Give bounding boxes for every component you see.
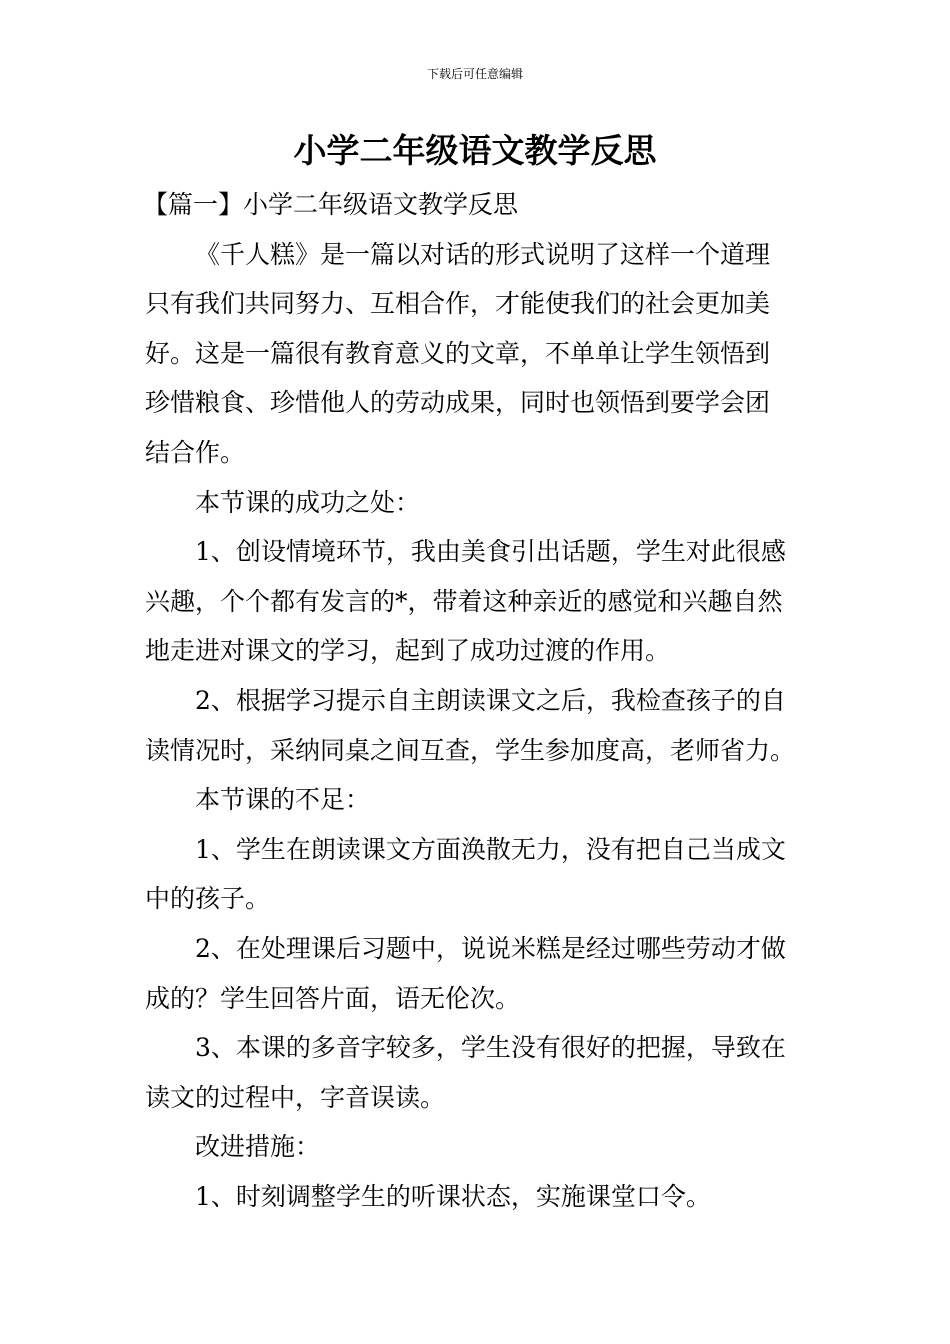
subheading-line: 本节课的成功之处： xyxy=(195,487,421,517)
paragraph-line: 结合作。 xyxy=(145,437,246,467)
paragraph-line: 兴趣，个个都有发言的*，带着这种亲近的感觉和兴趣自然 xyxy=(145,586,783,616)
subheading-line: 改进措施： xyxy=(195,1132,321,1162)
paragraph-line: 成的？学生回答片面，语无伦次。 xyxy=(145,983,521,1013)
subheading-line: 本节课的不足： xyxy=(195,785,371,815)
paragraph-line: 1、创设情境环节，我由美食引出话题，学生对此很感 xyxy=(195,537,786,567)
paragraph-line: 1、学生在朗读课文方面涣散无力，没有把自己当成文 xyxy=(195,834,786,864)
paragraph-line: 只有我们共同努力、互相合作，才能使我们的社会更加美 xyxy=(145,289,771,319)
paragraph-line: 2、在处理课后习题中，说说米糕是经过哪些劳动才做 xyxy=(195,933,786,963)
paragraph-line: 读情况时，采纳同桌之间互查，学生参加度高，老师省力。 xyxy=(145,735,796,765)
paragraph-line: 3、本课的多音字较多，学生没有很好的把握，导致在 xyxy=(195,1033,786,1063)
document-title: 小学二年级语文教学反思 xyxy=(293,131,657,170)
paragraph-line: 《千人糕》是一篇以对话的形式说明了这样一个道理 xyxy=(195,239,771,269)
paragraph-line: 中的孩子。 xyxy=(145,884,271,914)
paragraph-line: 读文的过程中，字音误读。 xyxy=(145,1082,446,1112)
header-note: 下载后可任意编辑 xyxy=(426,67,523,81)
section-heading: 【篇一】小学二年级语文教学反思 xyxy=(143,190,519,219)
paragraph-line: 地走进对课文的学习，起到了成功过渡的作用。 xyxy=(145,636,671,666)
paragraph-line: 1、时刻调整学生的听课状态，实施课堂口令。 xyxy=(195,1181,711,1211)
paragraph-line: 好。这是一篇很有教育意义的文章，不单单让学生领悟到 xyxy=(145,338,771,368)
document-body xyxy=(145,180,807,1221)
paragraph-line: 珍惜粮食、珍惜他人的劳动成果，同时也领悟到要学会团 xyxy=(145,388,771,418)
paragraph-line: 2、根据学习提示自主朗读课文之后，我检查孩子的自 xyxy=(195,685,786,715)
